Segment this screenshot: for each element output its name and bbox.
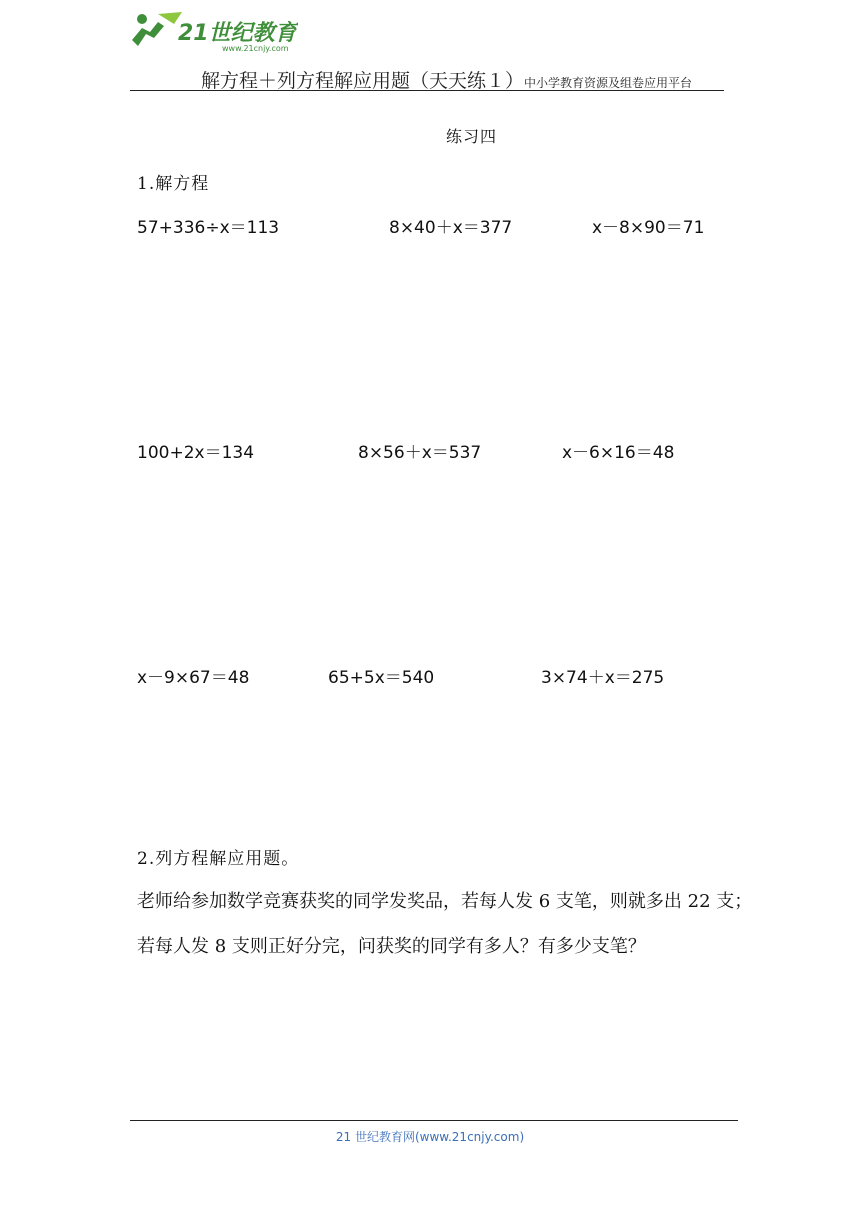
footer-link[interactable]: 21 世纪教育网(www.21cnjy.com) xyxy=(335,1130,525,1144)
problem-line-1: 老师给参加数学竞赛获奖的同学发奖品，若每人发 6 支笔，则就多出 22 支； xyxy=(137,891,753,912)
logo-url: www.21cnjy.com xyxy=(222,44,289,53)
equation-4: 100+2x＝134 xyxy=(137,443,255,463)
section-title: 练习四 xyxy=(446,127,498,146)
site-logo xyxy=(128,10,298,54)
question-2-heading: 2.列方程解应用题。 xyxy=(137,849,300,869)
platform-subtitle: 中小学教育资源及组卷应用平台 xyxy=(524,76,693,90)
equation-5: 8×56＋x＝537 xyxy=(358,443,482,463)
equation-2: 8×40＋x＝377 xyxy=(389,218,513,238)
header-divider xyxy=(130,90,724,91)
logo-text: 21世纪教育 xyxy=(178,21,297,46)
question-1-heading: 1.解方程 xyxy=(137,174,210,194)
header-title xyxy=(201,66,692,93)
runner-icon xyxy=(132,12,182,46)
document-title: 解方程＋列方程解应用题（天天练１） xyxy=(201,70,525,92)
equation-6: x－6×16＝48 xyxy=(562,443,675,463)
equation-1: 57+336÷x＝113 xyxy=(137,218,280,238)
problem-line-2: 若每人发 8 支则正好分完，问获奖的同学有多人？有多少支笔？ xyxy=(137,936,646,957)
equation-8: 65+5x＝540 xyxy=(328,668,435,688)
footer-divider xyxy=(130,1120,738,1121)
equation-7: x－9×67＝48 xyxy=(137,668,250,688)
equation-3: x－8×90＝71 xyxy=(592,218,705,238)
equation-9: 3×74＋x＝275 xyxy=(541,668,665,688)
